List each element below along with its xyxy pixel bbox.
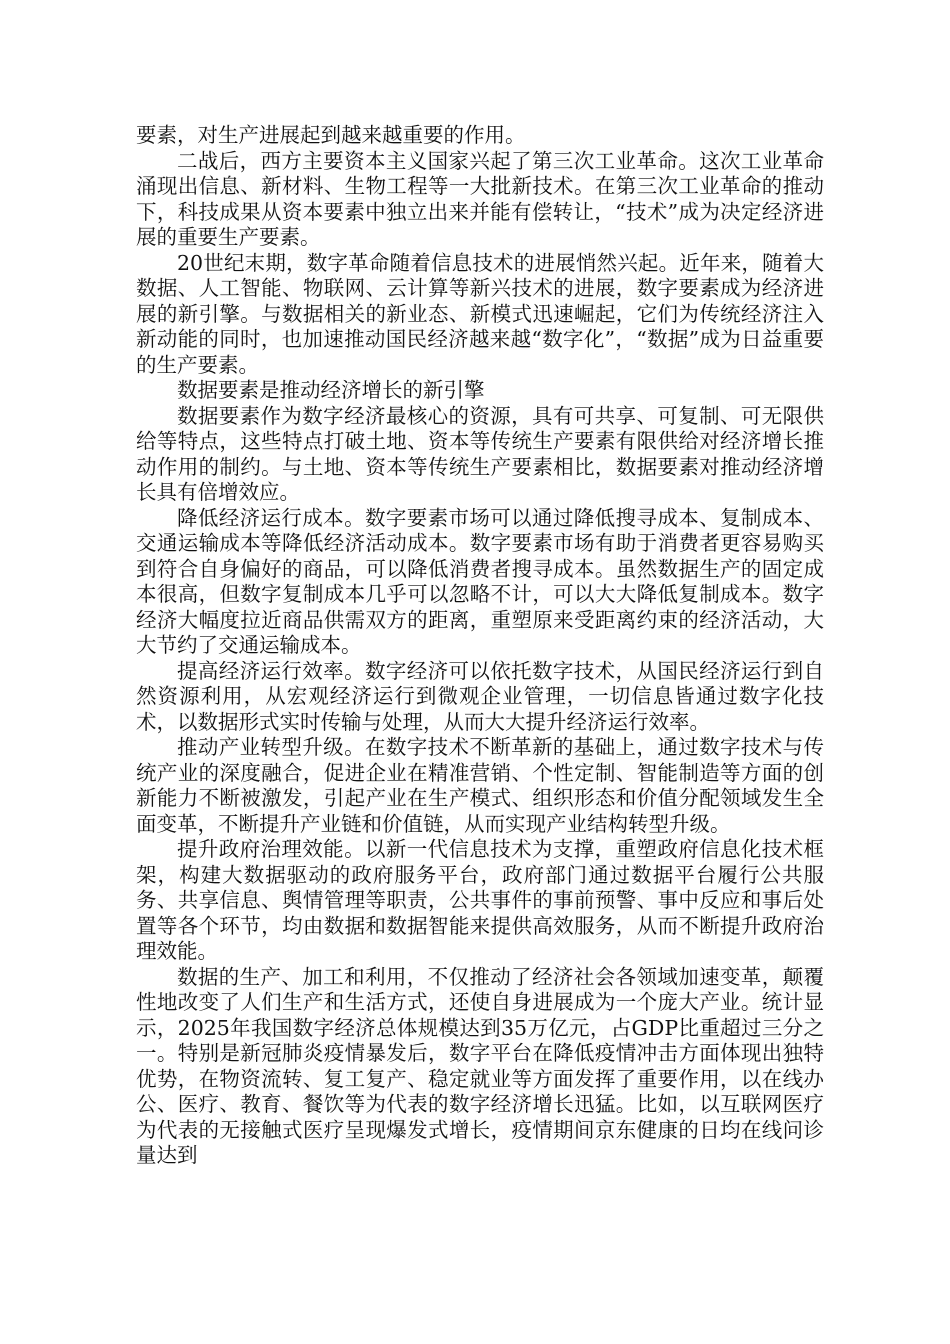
- paragraph-reduce-costs: 降低经济运行成本。数字要素市场可以通过降低搜寻成本、复制成本、交通运输成本等降低经济活动成本。数字要素市场有助于消费者更容易购买到符合自身偏好的商品，可以降低消费者搜寻成本。虽然数据生产的固定成本很高，但数字复制成本几乎可以忽略不计，可以大大降低复制成本。数字经济大幅度拉近商品供需双方的距离，重塑原来受距离约束的经济活动，大大节约了交通运输成本。: [136, 505, 824, 657]
- paragraph-data-industry: 数据的生产、加工和利用，不仅推动了经济社会各领域加速变革，颠覆性地改变了人们生产和生活方式，还使自身进展成为一个庞大产业。统计显示，2025年我国数字经济总体规模达到35万亿元，占GDP比重超过三分之一。特别是新冠肺炎疫情暴发后，数字平台在降低疫情冲击方面体现出独特优势，在物资流转、复工复产、稳定就业等方面发挥了重要作用，以在线办公、医疗、教育、餐饮等为代表的数字经济增长迅猛。比如，以互联网医疗为代表的无接触式医疗呈现爆发式增长，疫情期间京东健康的日均在线问诊量达到: [136, 964, 824, 1167]
- paragraph-third-industrial-revolution: 二战后，西方主要资本主义国家兴起了第三次工业革命。这次工业革命涌现出信息、新材料、生物工程等一大批新技术。在第三次工业革命的推动下，科技成果从资本要素中独立出来并能有偿转让，“技术”成为决定经济进展的重要生产要素。: [136, 148, 824, 249]
- paragraph-industrial-upgrade: 推动产业转型升级。在数字技术不断革新的基础上，通过数字技术与传统产业的深度融合，促进企业在精准营销、个性定制、智能制造等方面的创新能力不断被激发，引起产业在生产模式、组织形态和价值分配领域发生全面变革，不断提升产业链和价值链，从而实现产业结构转型升级。: [136, 735, 824, 836]
- paragraph-government-governance: 提升政府治理效能。以新一代信息技术为支撑，重塑政府信息化技术框架，构建大数据驱动的政府服务平台，政府部门通过数据平台履行公共服务、共享信息、舆情管理等职责，公共事件的事前预警、事中反应和事后处置等各个环节，均由数据和数据智能来提供高效服务，从而不断提升政府治理效能。: [136, 837, 824, 963]
- section-heading: 数据要素是推动经济增长的新引擎: [177, 378, 485, 402]
- paragraph-data-factor-core: 数据要素作为数字经济最核心的资源，具有可共享、可复制、可无限供给等特点，这些特点打破土地、资本等传统生产要素有限供给对经济增长推动作用的制约。与土地、资本等传统生产要素相比，数据要素对推动经济增长具有倍增效应。: [136, 403, 824, 504]
- paragraph-continued: 要素，对生产进展起到越来越重要的作用。: [136, 123, 526, 147]
- paragraph-improve-efficiency: 提高经济运行效率。数字经济可以依托数字技术，从国民经济运行到自然资源利用，从宏观经济运行到微观企业管理，一切信息皆通过数字化技术，以数据形式实时传输与处理，从而大大提升经济运行效率。: [136, 658, 824, 734]
- document-body: [136, 123, 824, 1169]
- paragraph-digital-revolution: 20世纪末期，数字革命随着信息技术的进展悄然兴起。近年来，随着大数据、人工智能、物联网、云计算等新兴技术的进展，数字要素成为经济进展的新引擎。与数据相关的新业态、新模式迅速崛起，它们为传统经济注入新动能的同时，也加速推动国民经济越来越“数字化”，“数据”成为日益重要的生产要素。: [136, 250, 824, 377]
